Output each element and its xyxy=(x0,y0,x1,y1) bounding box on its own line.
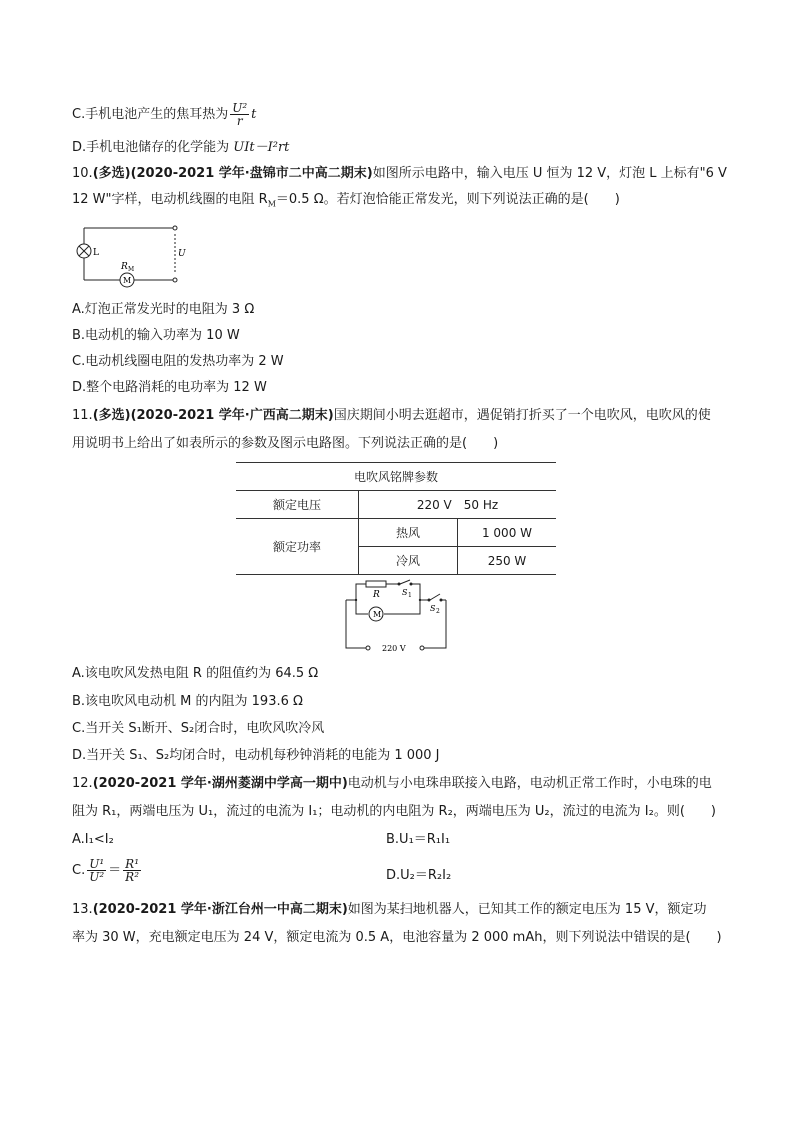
q11-motor-letter: M xyxy=(373,610,382,619)
q12-option-c-left-fraction: $\frac{\text{U¹}}{\text{U²}}$ xyxy=(89,857,105,884)
q13-stem-line1: 13.(2020-2021 学年·浙江台州一中高二期末)如图为某扫地机器人，已知其工作的额定电压为 15 V，额定功 xyxy=(72,902,707,917)
q12-stem-line1: 12.(2020-2021 学年·湖州菱湖中学高一期中)电动机与小电珠串联接入电路，电动机正常工作时，小电珠的电 xyxy=(72,776,712,791)
q11-switch-s2 xyxy=(430,594,440,600)
q9-option-c[interactable]: C.手机电池产生的焦耳热为 $\frac{\text{U²}}{r}$ t xyxy=(72,101,257,128)
q10-option-c[interactable]: C.电动机线圈电阻的发热功率为 2 W xyxy=(72,354,284,369)
q12-option-d[interactable]: D.U₂＝R₂I₂ xyxy=(386,868,452,883)
q11-hot-label: 热风 xyxy=(359,519,458,547)
q11-s2-label: S xyxy=(430,604,436,613)
q11-rated-power-label: 额定功率 xyxy=(236,519,359,575)
q10-circuit-diagram xyxy=(72,222,192,288)
q11-option-c[interactable]: C.当开关 S₁断开、S₂闭合时，电吹风吹冷风 xyxy=(72,721,325,736)
q12-stem-line2: 阻为 R₁，两端电压为 U₁，流过的电流为 I₁；电动机的内电阻为 R₂，两端电压为 U₂，流过的电流为 I₂。则( ) xyxy=(72,804,716,819)
q11-switch-s1 xyxy=(400,580,410,584)
q11-s1-sub: 1 xyxy=(408,592,412,599)
q11-option-b[interactable]: B.该电吹风电动机 M 的内阻为 193.6 Ω xyxy=(72,694,303,709)
q9-option-c-fraction: $\frac{\text{U²}}{r}$ xyxy=(232,101,248,128)
q10-option-b[interactable]: B.电动机的输入功率为 10 W xyxy=(72,328,240,343)
q13-stem-line2: 率为 30 W，充电额定电压为 24 V，额定电流为 0.5 A，电池容量为 2 000 mAh，则下列说法中错误的是( ) xyxy=(72,930,722,945)
q11-stem-line2: 用说明书上给出了如表所示的参数及图示电路图。下列说法正确的是( ) xyxy=(72,436,499,451)
q11-s1-label: S xyxy=(402,588,408,597)
q9-option-d[interactable]: D.手机电池储存的化学能为 UIt－I²rt xyxy=(72,140,290,155)
q12-option-b[interactable]: B.U₁＝R₁I₁ xyxy=(386,832,451,847)
q11-circuit-diagram xyxy=(340,576,460,656)
q10-lamp-label: L xyxy=(93,248,99,258)
q12-option-c-right-fraction: $\frac{\text{R¹}}{\text{R²}}$ xyxy=(125,857,140,884)
q11-cold-label: 冷风 xyxy=(359,547,458,575)
q10-motor-letter: M xyxy=(123,276,132,285)
q11-stem-line1: 11.(多选)(2020-2021 学年·广西高二期末)国庆期间小明去逛超市，遇促销打折买了一个电吹风，电吹风的使 xyxy=(72,408,711,423)
q12-option-a[interactable]: A.I₁<I₂ xyxy=(72,832,114,847)
q11-rated-voltage-value: 220 V 50 Hz xyxy=(359,491,557,519)
q11-s2-sub: 2 xyxy=(436,608,440,615)
q12-option-c[interactable]: C. $\frac{\text{U¹}}{\text{U²}}$ ＝ $\frac{\text{R¹}}{\text{R²}}$ xyxy=(72,857,140,884)
q11-hot-value: 1 000 W xyxy=(458,519,557,547)
q11-voltage-label: 220 V xyxy=(382,644,406,653)
q11-rated-voltage-label: 额定电压 xyxy=(236,491,359,519)
q11-cold-value: 250 W xyxy=(458,547,557,575)
q11-resistor-symbol xyxy=(366,581,386,587)
q10-motor-resistance-sub: M xyxy=(128,266,135,273)
q10-stem-line2: 12 W"字样，电动机线圈的电阻 $R_M=0.5$ Ω。若灯泡恰能正常发光，则下列说法正确的是( ) xyxy=(72,192,620,209)
q10-option-a[interactable]: A.灯泡正常发光时的电阻为 3 Ω xyxy=(72,302,255,317)
q11-option-a[interactable]: A.该电吹风发热电阻 R 的阻值约为 64.5 Ω xyxy=(72,666,319,681)
q11-table-title: 电吹风铭牌参数 xyxy=(236,463,556,491)
q10-stem-line1: 10.(多选)(2020-2021 学年·盘锦市二中高二期末)如图所示电路中，输入电压 U 恒为 12 V，灯泡 L 上标有"6 V xyxy=(72,166,727,181)
q10-voltage-label: U xyxy=(178,249,186,259)
q11-resistor-label: R xyxy=(373,590,380,600)
q11-spec-table xyxy=(236,462,556,575)
q10-motor-resistance-label: R xyxy=(121,262,128,272)
q11-option-d[interactable]: D.当开关 S₁、S₂均闭合时，电动机每秒钟消耗的电能为 1 000 J xyxy=(72,748,440,763)
q10-option-d[interactable]: D.整个电路消耗的电功率为 12 W xyxy=(72,380,267,395)
